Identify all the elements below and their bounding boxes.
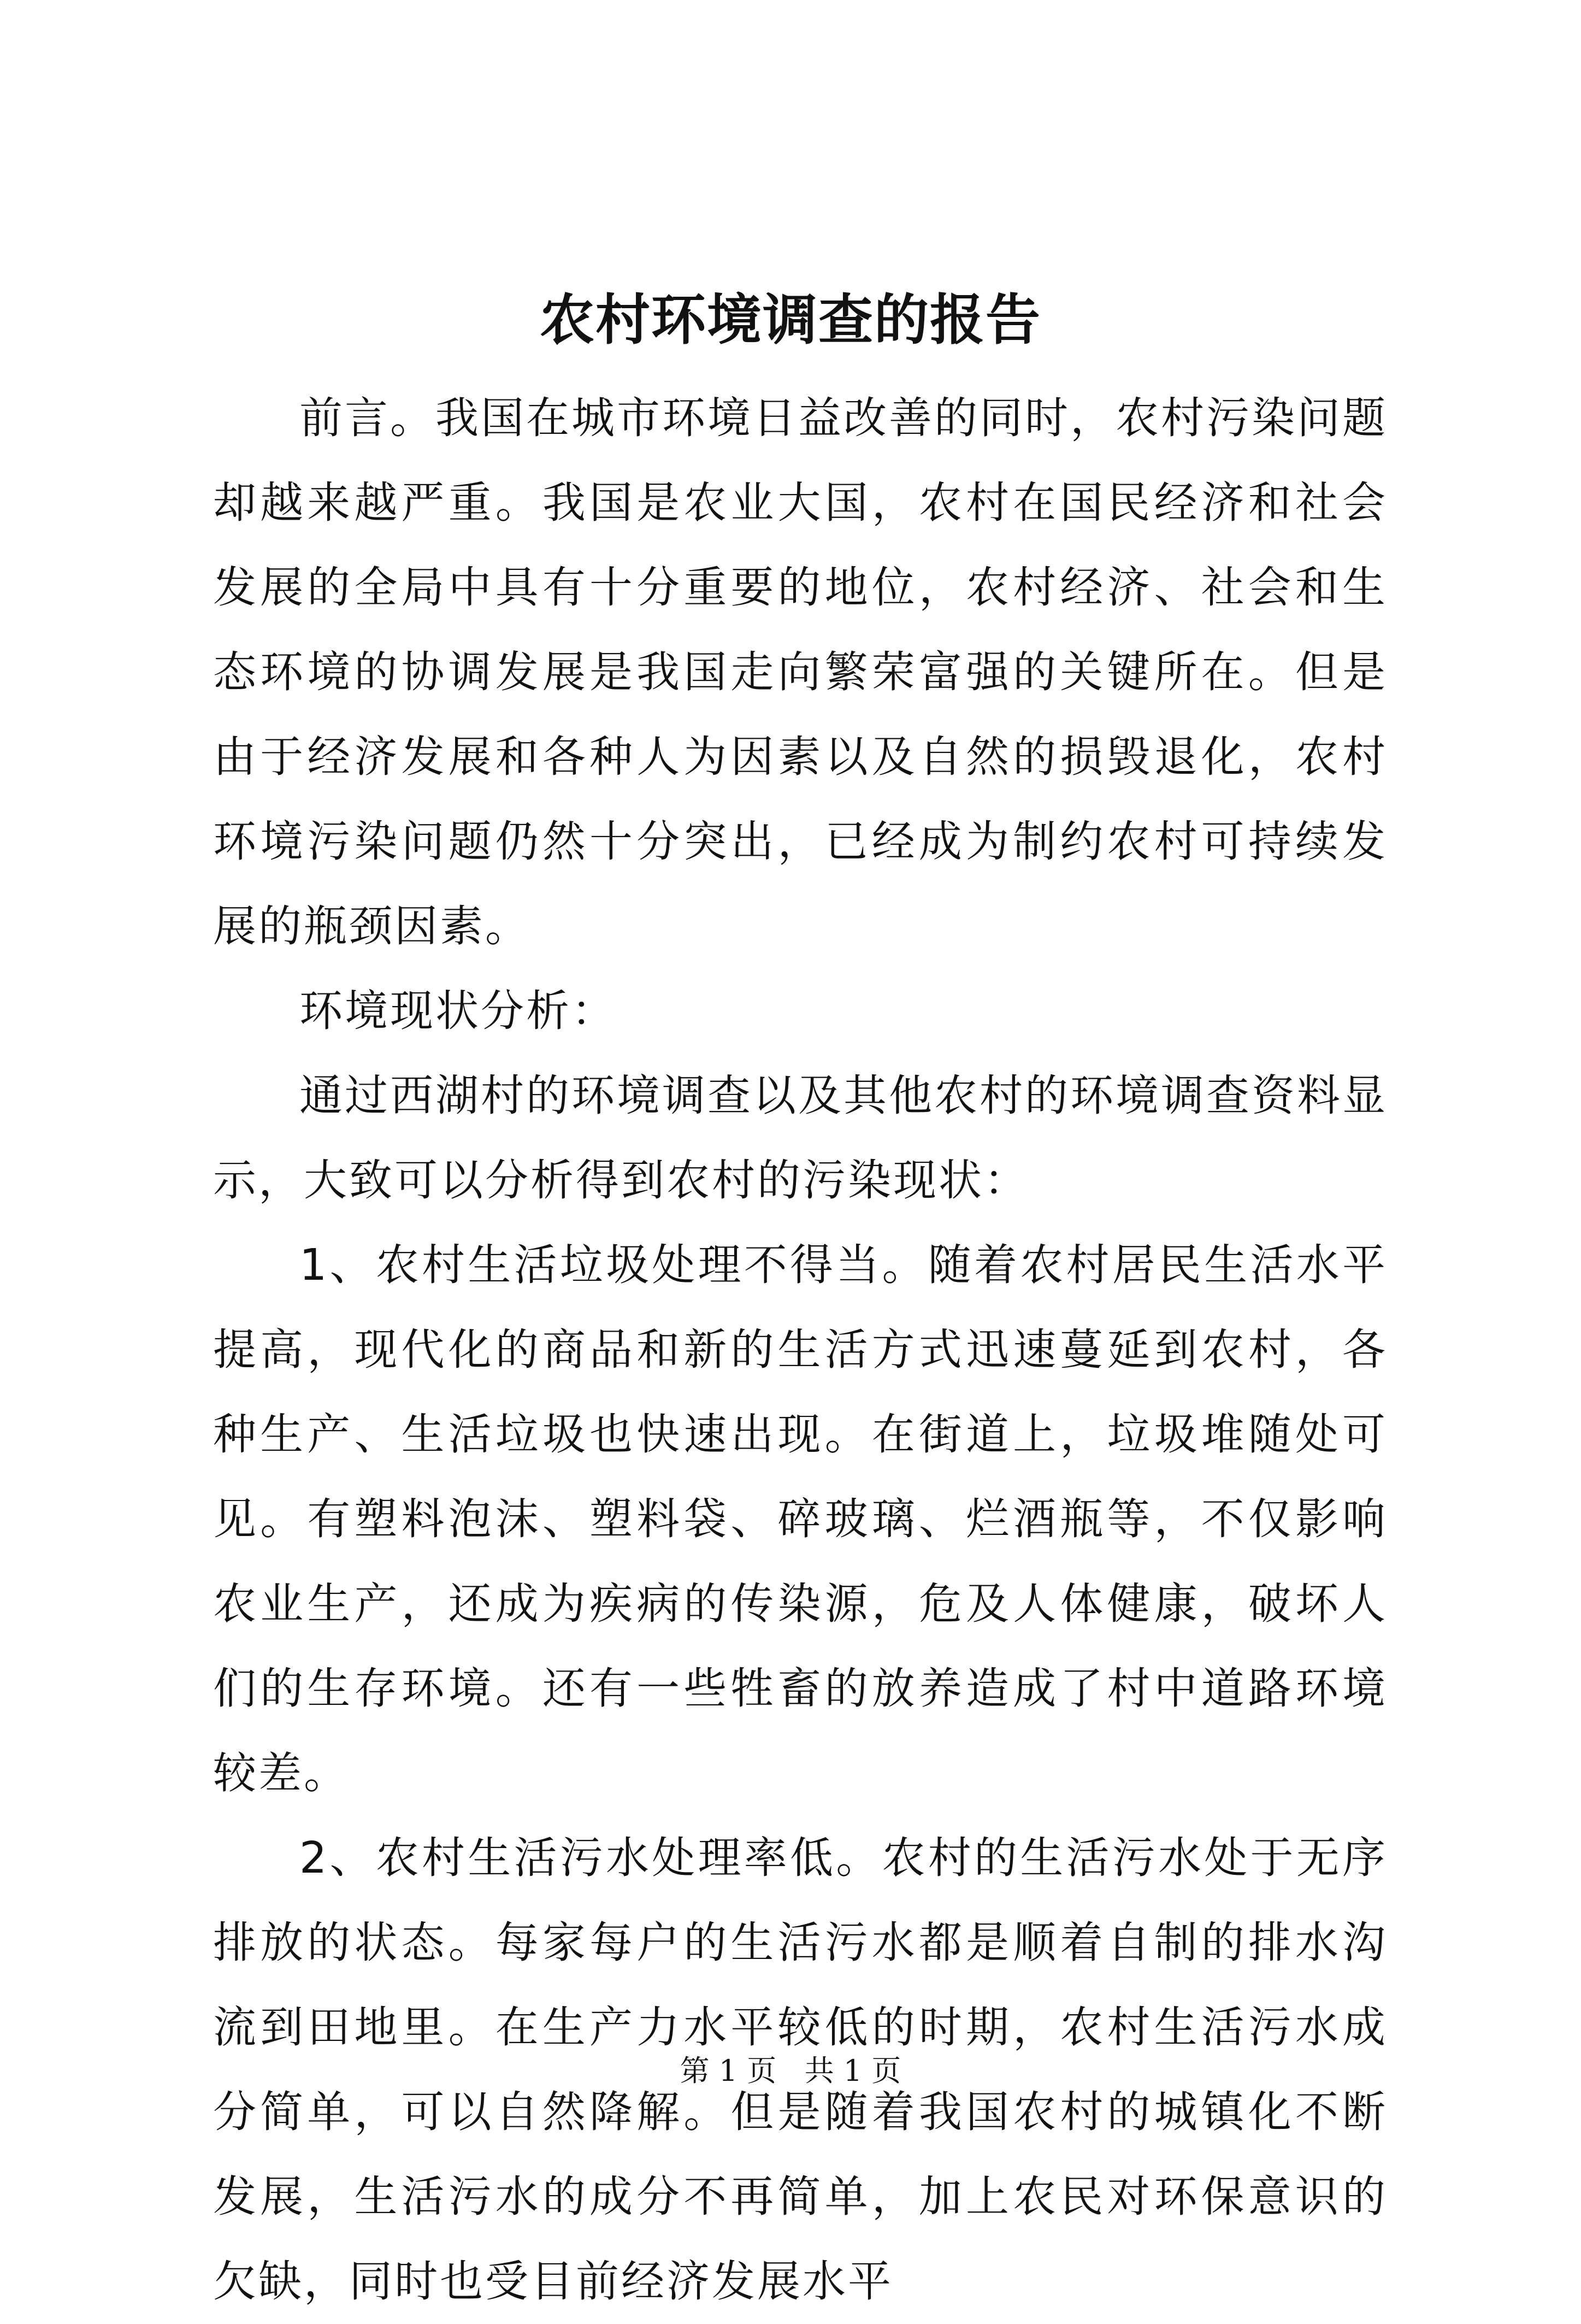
document-body bbox=[213, 376, 1388, 2324]
document-title: 农村环境调查的报告 bbox=[540, 287, 1041, 352]
paragraph-heading-status: 环境现状分析： bbox=[299, 986, 617, 1036]
paragraph-item-1: 1、农村生活垃圾处理不得当。随着农村居民生活水平提高，现代化的商品和新的生活方式迅速蔓延到农村，各种生产、生活垃圾也快速出现。在街道上，垃圾堆随处可见。有塑料泡沫、塑料袋、碎玻璃、烂酒瓶等，不仅影响农业生产，还成为疾病的传染源，危及人体健康，破坏人们的生存环境。还有一些牲畜的放养造成了村中道路环境较差。 bbox=[213, 1240, 1388, 1798]
page-number: 第 1 页 bbox=[680, 2054, 777, 2088]
paragraph-preface: 前言。我国在城市环境日益改善的同时，农村污染问题却越来越严重。我国是农业大国，农村在国民经济和社会发展的全局中具有十分重要的地位，农村经济、社会和生态环境的协调发展是我国走向繁荣富强的关键所在。但是由于经济发展和各种人为因素以及自然的损毁退化，农村环境污染问题仍然十分突出，已经成为制约农村可持续发展的瓶颈因素。 bbox=[213, 393, 1388, 951]
page-total: 共 1 页 bbox=[804, 2054, 901, 2088]
paragraph-survey-intro: 通过西湖村的环境调查以及其他农村的环境调查资料显示，大致可以分析得到农村的污染现状： bbox=[213, 1070, 1388, 1205]
paragraph-item-2: 2、农村生活污水处理率低。农村的生活污水处于无序排放的状态。每家每户的生活污水都是顺着自制的排水沟流到田地里。在生产力水平较低的时期，农村生活污水成分简单，可以自然降解。但是随着我国农村的城镇化不断发展，生活污水的成分不再简单，加上农民对环保意识的欠缺，同时也受目前经济发展水平 bbox=[213, 1833, 1388, 2307]
page-footer bbox=[0, 2052, 1581, 2090]
